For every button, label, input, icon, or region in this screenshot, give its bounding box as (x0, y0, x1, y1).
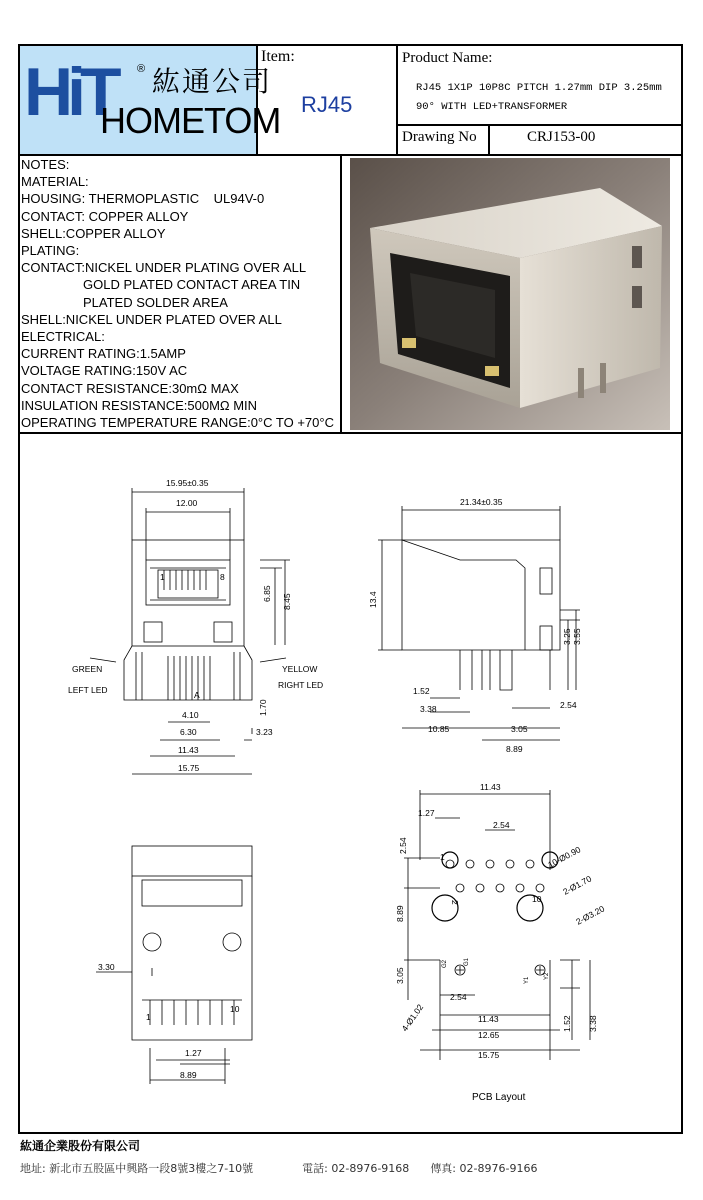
pcb-signal-hole (486, 860, 494, 868)
pin-label: 1 (160, 572, 165, 582)
pcb-signal-hole (506, 860, 514, 868)
led-pin-label: G2 (442, 959, 448, 968)
bottom-pins (142, 1000, 242, 1025)
dim-label: 12.65 (478, 1030, 500, 1040)
note-line: GOLD PLATED CONTACT AREA TIN (83, 277, 301, 293)
dim-label: 10.85 (428, 724, 450, 734)
photo-pin (600, 363, 606, 393)
side-view (378, 506, 580, 740)
note-line: ELECTRICAL: (21, 329, 105, 345)
dim-label: 13.4 (368, 591, 378, 608)
photo-led-right (485, 366, 499, 376)
pin-label: 8 (220, 572, 225, 582)
photo-pin (578, 368, 584, 398)
dim-line (402, 506, 560, 540)
pcb-signal-hole (516, 884, 524, 892)
side-boardlock (500, 650, 512, 690)
pcb-signal-hole (476, 884, 484, 892)
dim-label: 3.30 (98, 962, 115, 972)
dim-line (244, 728, 252, 740)
dim-label: 1.27 (185, 1048, 202, 1058)
item-value: RJ45 (301, 92, 353, 117)
led-pin-label: Y1 (524, 976, 530, 984)
hole-callout: 10-Ø0.90 (546, 844, 583, 870)
note-line: INSULATION RESISTANCE:500MΩ MIN (21, 397, 258, 413)
dim-label: 15.95±0.35 (166, 478, 209, 488)
logo-mark: HiT (24, 54, 116, 130)
dim-label: 3.23 (256, 727, 273, 737)
bottom-post-right (223, 933, 241, 951)
led-label-green: GREEN (72, 664, 103, 674)
led-pin-label: G1 (464, 957, 470, 966)
pcb-signal-hole (456, 884, 464, 892)
led-pin-label: Y2 (544, 972, 550, 980)
dim-label: 21.34±0.35 (460, 497, 503, 507)
drawing-no-label: Drawing No (402, 129, 477, 145)
note-line: HOUSING: THERMOPLASTIC UL94V-0 (21, 191, 265, 207)
dim-label: 2.54 (493, 820, 510, 830)
dim-label: 1.27 (418, 808, 435, 818)
dim-label: 4.10 (182, 710, 199, 720)
pcb-signal-hole (536, 884, 544, 892)
spec-notes (21, 156, 339, 431)
dim-label: 8.89 (395, 905, 405, 922)
front-signal-pins (168, 656, 210, 700)
drawingno-divider (488, 124, 490, 154)
bottom-top-edge (132, 846, 252, 876)
footer-fax: 傳真: 02-8976-9166 (430, 1162, 538, 1175)
led-label-right: RIGHT LED (278, 680, 324, 690)
note-line: OPERATING TEMPERATURE RANGE:0°C TO +70°C (21, 415, 334, 431)
dim-line (420, 995, 580, 1050)
side-pins (460, 650, 490, 690)
photo-led-left (402, 338, 416, 348)
side-shell-outline (402, 540, 560, 650)
dim-label: 2.54 (450, 992, 467, 1002)
note-line: CONTACT:NICKEL UNDER PLATING OVER ALL (21, 260, 307, 276)
pcb-signal-hole (446, 860, 454, 868)
dim-label: 3.55 (572, 628, 582, 645)
dim-label: 3.05 (511, 724, 528, 734)
note-line: MATERIAL: (21, 174, 89, 190)
note-line: VOLTAGE RATING:150V AC (21, 363, 188, 379)
dim-label: 12.00 (176, 498, 198, 508)
dim-line (440, 960, 550, 1060)
registered-mark: ® (137, 63, 146, 75)
leader-line (90, 658, 286, 662)
dim-label: 15.75 (478, 1050, 500, 1060)
dim-label: 11.43 (478, 1014, 499, 1024)
dim-line (378, 540, 402, 650)
front-led-pins (136, 652, 240, 700)
drawing-no-value: CRJ153-00 (527, 129, 596, 145)
led-label-left: LEFT LED (68, 685, 108, 695)
front-shell-outline (132, 540, 244, 646)
note-line: CONTACT RESISTANCE:30mΩ MAX (21, 380, 239, 396)
product-photo (350, 158, 670, 430)
photo-side-slot (632, 286, 642, 308)
bottom-latch-area (142, 880, 242, 906)
note-line: PLATED SOLDER AREA (83, 294, 228, 310)
marker-label: A (194, 690, 200, 700)
dim-label: 1.70 (258, 699, 268, 716)
pin-label: 2 (450, 900, 460, 905)
dim-label: 11.43 (480, 782, 501, 792)
pin-label: 10 (230, 1004, 240, 1014)
dim-label: 2.54 (398, 837, 408, 854)
dim-line (146, 508, 230, 560)
note-line: CONTACT: COPPER ALLOY (21, 208, 189, 224)
product-divider (396, 124, 683, 126)
dim-label: 8.89 (506, 744, 523, 754)
pcb-hole-post-left (432, 895, 458, 921)
pcb-caption: PCB Layout (472, 1092, 526, 1103)
dim-line (404, 888, 440, 960)
pcb-hole-center (456, 966, 544, 974)
dim-label: 3.38 (420, 704, 437, 714)
notes-divider (18, 432, 683, 434)
dim-line (132, 488, 244, 540)
dim-label: 1.52 (413, 686, 430, 696)
pin-label: 10 (532, 894, 542, 904)
photo-side-slot (632, 246, 642, 268)
dim-label: 6.30 (180, 727, 197, 737)
product-name-label: Product Name: (402, 50, 493, 66)
hole-callout: 2-Ø1.70 (561, 873, 594, 897)
company-name-cn: 紘通公司 (152, 65, 273, 98)
pcb-signal-hole (526, 860, 534, 868)
item-divider (396, 44, 398, 155)
front-housing-base (124, 646, 252, 700)
footer-company: 紘通企業股份有限公司 (20, 1139, 141, 1153)
note-line: SHELL:COPPER ALLOY (21, 225, 166, 241)
company-name-en: HOMETOM (100, 100, 281, 141)
dim-label: 2.54 (560, 700, 577, 710)
dim-label: 8.89 (180, 1070, 197, 1080)
footer-contact (20, 1160, 537, 1176)
item-label: Item: (261, 48, 295, 65)
side-slot-upper (540, 568, 552, 594)
led-label-yellow: YELLOW (282, 664, 318, 674)
dim-label: 1.52 (562, 1015, 572, 1032)
pin-label: 1 (440, 852, 445, 862)
pin-label: 1 (146, 1012, 151, 1022)
pcb-signal-hole (496, 884, 504, 892)
dim-label: 11.43 (178, 745, 199, 755)
pcb-signal-hole (466, 860, 474, 868)
hole-callout: 4-Ø1.02 (399, 1002, 426, 1034)
product-name-line1: RJ45 1X1P 10P8C PITCH 1.27mm DIP 3.25mm (416, 82, 662, 94)
dim-label: 3.05 (395, 967, 405, 984)
dim-label: 3.25 (562, 628, 572, 645)
notes-photo-divider (340, 154, 342, 433)
dim-label: 8.45 (282, 593, 292, 610)
dim-label: 3.38 (588, 1015, 598, 1032)
footer-address: 地址: 新北市五股區中興路一段8號3樓之7-10號 (20, 1162, 254, 1175)
side-slot-lower (540, 626, 552, 650)
dim-line (560, 610, 580, 690)
note-line: SHELL:NICKEL UNDER PLATED OVER ALL (21, 311, 282, 327)
bottom-view (96, 846, 252, 1084)
technical-drawing (20, 440, 682, 1130)
front-led-green (144, 622, 162, 642)
product-name-line2: 90° WITH LED+TRANSFORMER (416, 101, 568, 113)
front-contacts (164, 570, 206, 590)
dim-line (156, 1060, 230, 1064)
footer-phone: 電話: 02-8976-9168 (302, 1162, 410, 1175)
bottom-post-left (143, 933, 161, 951)
side-shell-detail (402, 540, 525, 650)
hole-callout: 2-Ø3.20 (574, 903, 607, 927)
dim-label: 15.75 (178, 763, 200, 773)
dim-label: 6.85 (262, 585, 272, 602)
dim-line (404, 858, 440, 888)
note-line: CURRENT RATING:1.5AMP (21, 346, 186, 362)
front-led-yellow (214, 622, 232, 642)
note-line: PLATING: (21, 243, 80, 259)
note-line: NOTES: (21, 157, 70, 172)
